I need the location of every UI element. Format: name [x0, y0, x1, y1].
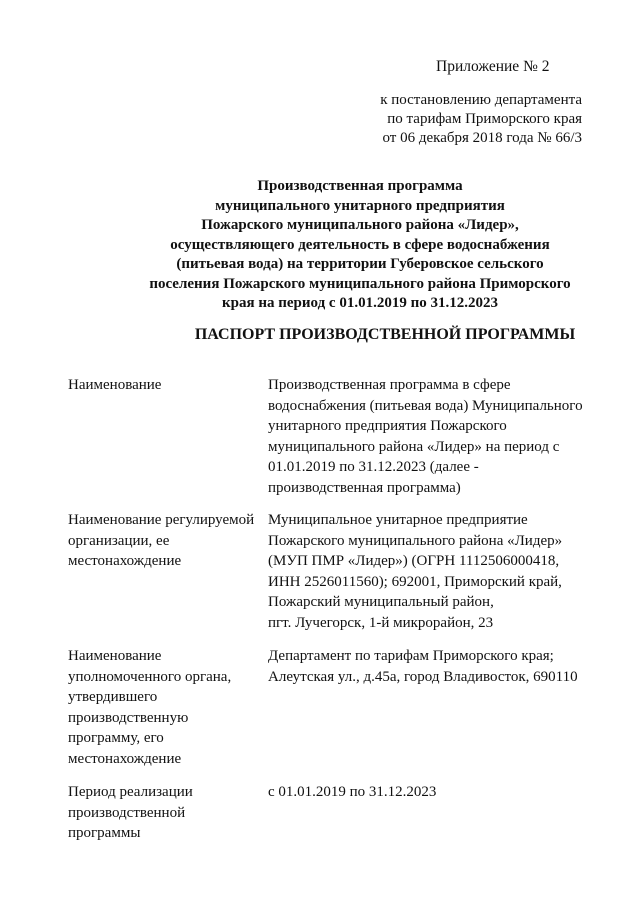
- row-value: [268, 375, 598, 498]
- value-line: производственная программа): [268, 479, 461, 496]
- value-line: муниципального района «Лидер» на период с: [268, 438, 560, 455]
- title-line: края на период с 01.01.2019 по 31.12.2023: [222, 295, 498, 311]
- title-line: (питьевая вода) на территории Губеровское сельского: [176, 256, 544, 272]
- label-line: уполномоченного органа,: [68, 668, 232, 685]
- value-line: Пожарского муниципального района «Лидер»: [268, 532, 563, 549]
- label-line: производственной: [68, 804, 186, 821]
- value-line: с 01.01.2019 по 31.12.2023: [268, 784, 437, 800]
- title-line: Производственная программа: [257, 178, 463, 194]
- appendix-number: Приложение № 2: [436, 58, 550, 75]
- passport-heading: ПАСПОРТ ПРОИЗВОДСТВЕННОЙ ПРОГРАММЫ: [194, 326, 576, 343]
- value-line: Департамент по тарифам Приморского края;: [268, 648, 554, 664]
- row-value: [268, 782, 598, 803]
- label-line: программы: [68, 825, 141, 841]
- title-line: муниципального унитарного предприятия: [215, 197, 505, 214]
- label-line: программу, его: [68, 730, 164, 746]
- document-title: [120, 177, 600, 314]
- label-line: местонахождение: [68, 750, 182, 767]
- row-value: [268, 646, 598, 687]
- decree-line: от 06 декабря 2018 года № 66/3: [382, 130, 582, 146]
- title-line: осуществляющего деятельность в сфере водоснабжения: [170, 236, 550, 253]
- label-line: местонахождение: [68, 553, 182, 569]
- decree-line: к постановлению департамента: [380, 92, 582, 108]
- decree-reference: [380, 91, 582, 148]
- value-line: Производственная программа в сфере: [268, 377, 511, 393]
- value-line: 01.01.2019 по 31.12.2023 (далее -: [268, 459, 479, 475]
- value-line: пгт. Лучегорск, 1-й микрорайон, 23: [268, 614, 494, 631]
- value-line: Пожарский муниципальный район,: [268, 594, 494, 610]
- value-line: Муниципальное унитарное предприятие: [268, 512, 528, 528]
- row-label: [68, 510, 253, 572]
- label-line: Наименование: [68, 648, 162, 664]
- label-line: утвердившего: [68, 689, 158, 705]
- label-line: Наименование регулируемой: [68, 512, 255, 528]
- label-line: производственную: [68, 709, 189, 726]
- value-line: унитарного предприятия Пожарского: [268, 418, 507, 434]
- label-line: Период реализации: [68, 784, 193, 800]
- row-label: [68, 646, 253, 769]
- title-line: Пожарского муниципального района «Лидер»,: [201, 217, 519, 233]
- value-line: (МУП ПМР «Лидер») (ОГРН 1112506000418,: [268, 553, 560, 569]
- row-label: [68, 782, 253, 844]
- title-line: поселения Пожарского муниципального района Приморского: [149, 275, 571, 292]
- label-line: организации, ее: [68, 532, 170, 549]
- value-line: водоснабжения (питьевая вода) Муниципального: [268, 397, 583, 414]
- value-line: ИНН 2526011560); 692001, Приморский край,: [268, 573, 562, 590]
- row-value: [268, 510, 598, 633]
- decree-line: по тарифам Приморского края: [387, 111, 582, 127]
- label-line: Наименование: [68, 377, 162, 393]
- value-line: Алеутская ул., д.45а, город Владивосток, 690110: [268, 668, 578, 685]
- row-label: [68, 375, 253, 396]
